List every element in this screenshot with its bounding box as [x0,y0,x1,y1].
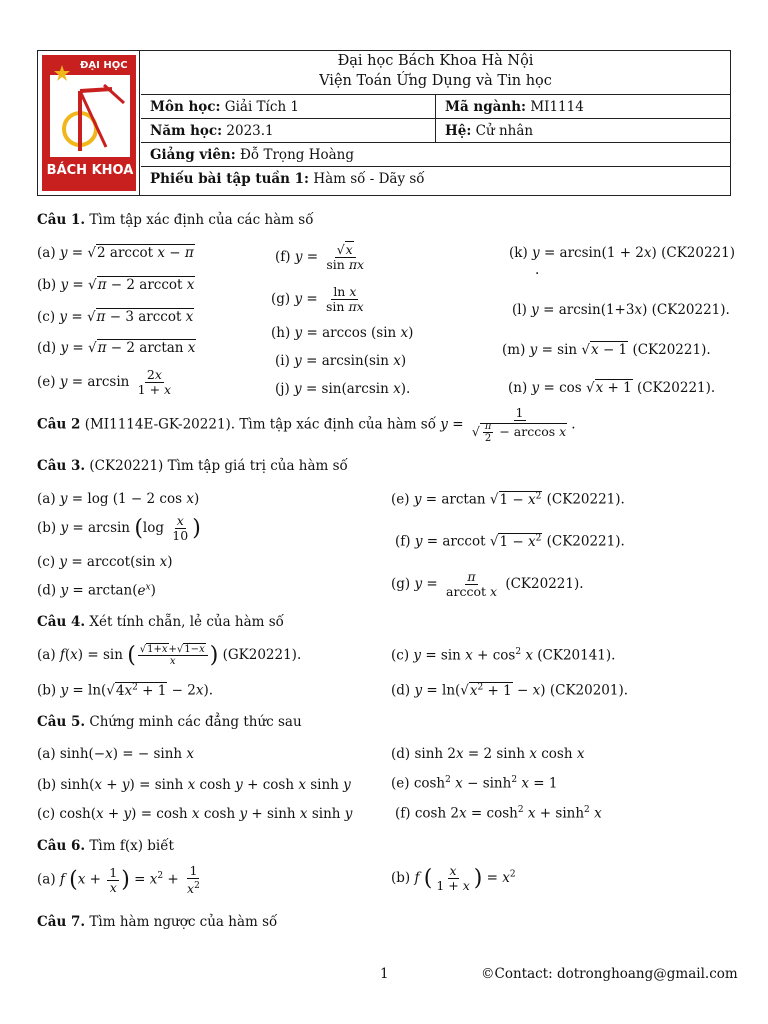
q3-item-a: (a) y = log (1 − 2 cos x) [37,491,200,507]
q3-item-c: (c) y = arccot(sin x) [37,554,173,570]
q3-item-g: (g) y = $\frac{\pi}{\text{arccot x}}$ (CK20221). [391,569,584,599]
q5-item-e: (e) $\cosh^2 x - \sinh^2 x = 1$ [391,775,558,792]
q1-item-a: (a) y = √2 arccot x − π [37,245,194,261]
sheet-label: Phiếu bài tập tuần 1: [150,171,310,187]
q6-item-b: (b) f ( $\frac{x}{1 + x}$ ) = $x^2$ [391,863,516,893]
q3-item-f: (f) y = arccot $√1 - x^2$ (CK20221). [395,533,625,550]
question-3: Câu 3. (CK20221) Tìm tập giá trị của hàm số [37,458,348,474]
university-logo [38,51,140,195]
q1-item-b: (b) y = √π − 2 arccot x [37,277,195,293]
q1-item-c: (c) y = √π − 3 arccot x [37,309,194,325]
q1-item-f: (f) y = $\frac{√x}{\text{sin πx}}$ [275,242,365,272]
logo-top-text: ĐẠI HỌC [80,60,128,71]
page-number: 1 [380,966,389,982]
question-6: Câu 6. Tìm f(x) biết [37,838,174,854]
q1-item-k: (k) y = arcsin(1 + 2x) (CK20221) [509,245,735,261]
contact-email: ©Contact: dotronghoang@gmail.com [481,966,738,982]
header-table [37,50,731,196]
course-value: Giải Tích 1 [224,99,300,115]
q1-item-d: (d) y = √π − 2 arctan x [37,340,196,356]
code-value: MI1114 [530,99,584,115]
logo-bottom-text: BÁCH KHOA [46,163,134,178]
question-5: Câu 5. Chứng minh các đẳng thức sau [37,714,302,730]
header-row-sheet [141,166,730,196]
q4-item-d: (d) $y = \ln(√x^2 + 1 - x)$ (CK20201). [391,682,629,699]
course-label: Môn học: [150,99,221,115]
year-label: Năm học: [150,123,223,139]
q1-item-j: (j) y = sin(arcsin x). [275,381,411,397]
q5-item-d: (d) sinh 2x = 2 sinh x cosh x [391,746,585,762]
q6-item-a: (a) f (x + $\frac{1}{x}$ ) = $x^2$ + $\frac{1}{x^2}$ [37,863,200,897]
system-label: Hệ: [445,123,472,139]
q1-item-h: (h) y = arccos (sin x) [271,325,414,341]
q1-item-i: (i) y = arcsin(sin x) [275,353,407,369]
system-value: Cử nhân [475,123,534,139]
sheet-value: Hàm số - Dãy số [313,171,425,187]
q5-item-a: (a) sinh(−x) = − sinh x [37,746,195,762]
university-name: Đại học Bách Khoa Hà Nội [337,53,534,69]
q4-item-a: (a) f(x) = sin ( $\frac{√1+x+√1-x}{x}$ ) (GK20221). [37,643,302,668]
lecturer-value: Đỗ Trọng Hoàng [240,147,354,163]
q1-item-l: (l) y = arcsin(1+3x) (CK20221). [512,302,730,318]
q4-item-b: (b) $y = \ln(√4x^2 + 1 - 2x)$. [37,682,214,699]
question-7: Câu 7. Tìm hàm ngược của hàm số [37,914,278,930]
q1-item-m: (m) y = sin √x − 1 (CK20221). [502,342,711,358]
q3-item-d: (d) $y = \arctan(e^x)$ [37,582,156,599]
q3-item-b: (b) y = arcsin (log $\frac{x}{10}$ ) [37,513,201,543]
header-row-year [141,118,730,142]
header-row-course [141,94,730,118]
question-2: Câu 2 (MI1114E-GK-20221). Tìm tập xác định của hàm số y = 1 √ $\frac{\pi}{2}$ − arccos x . [37,405,576,444]
lecturer-label: Giảng viên: [150,147,236,163]
header-row-lecturer [141,142,730,166]
year-value: 2023.1 [226,123,274,139]
q1-item-k-dot: . [535,262,540,278]
q1-item-n: (n) y = cos √x + 1 (CK20221). [508,380,716,396]
code-label: Mã ngành: [445,99,527,115]
q1-item-e: (e) y = arcsin $\frac{2x}{1 + x}$ [37,367,172,397]
q5-item-c: (c) cosh(x + y) = cosh x cosh y + sinh x sinh y [37,806,353,822]
q5-item-f: (f) $\cosh 2x = \cosh^2 x + \sinh^2 x$ [395,805,602,822]
q5-item-b: (b) sinh(x + y) = sinh x cosh y + cosh x sinh y [37,777,351,793]
q4-item-c: (c) $y = \sin x + \cos^2 x$ (CK20141). [391,647,616,664]
q1-item-g: (g) y = $\frac{\text{ln x}}{\text{sin πx}}$ [271,284,364,314]
q3-item-e: (e) $y = \arctan √1 - x^2$ (CK20221). [391,491,625,508]
institute-name: Viện Toán Ứng Dụng và Tin học [319,73,552,89]
question-1: Câu 1. Tìm tập xác định của các hàm số [37,212,314,228]
question-4: Câu 4. Xét tính chẵn, lẻ của hàm số [37,614,284,630]
